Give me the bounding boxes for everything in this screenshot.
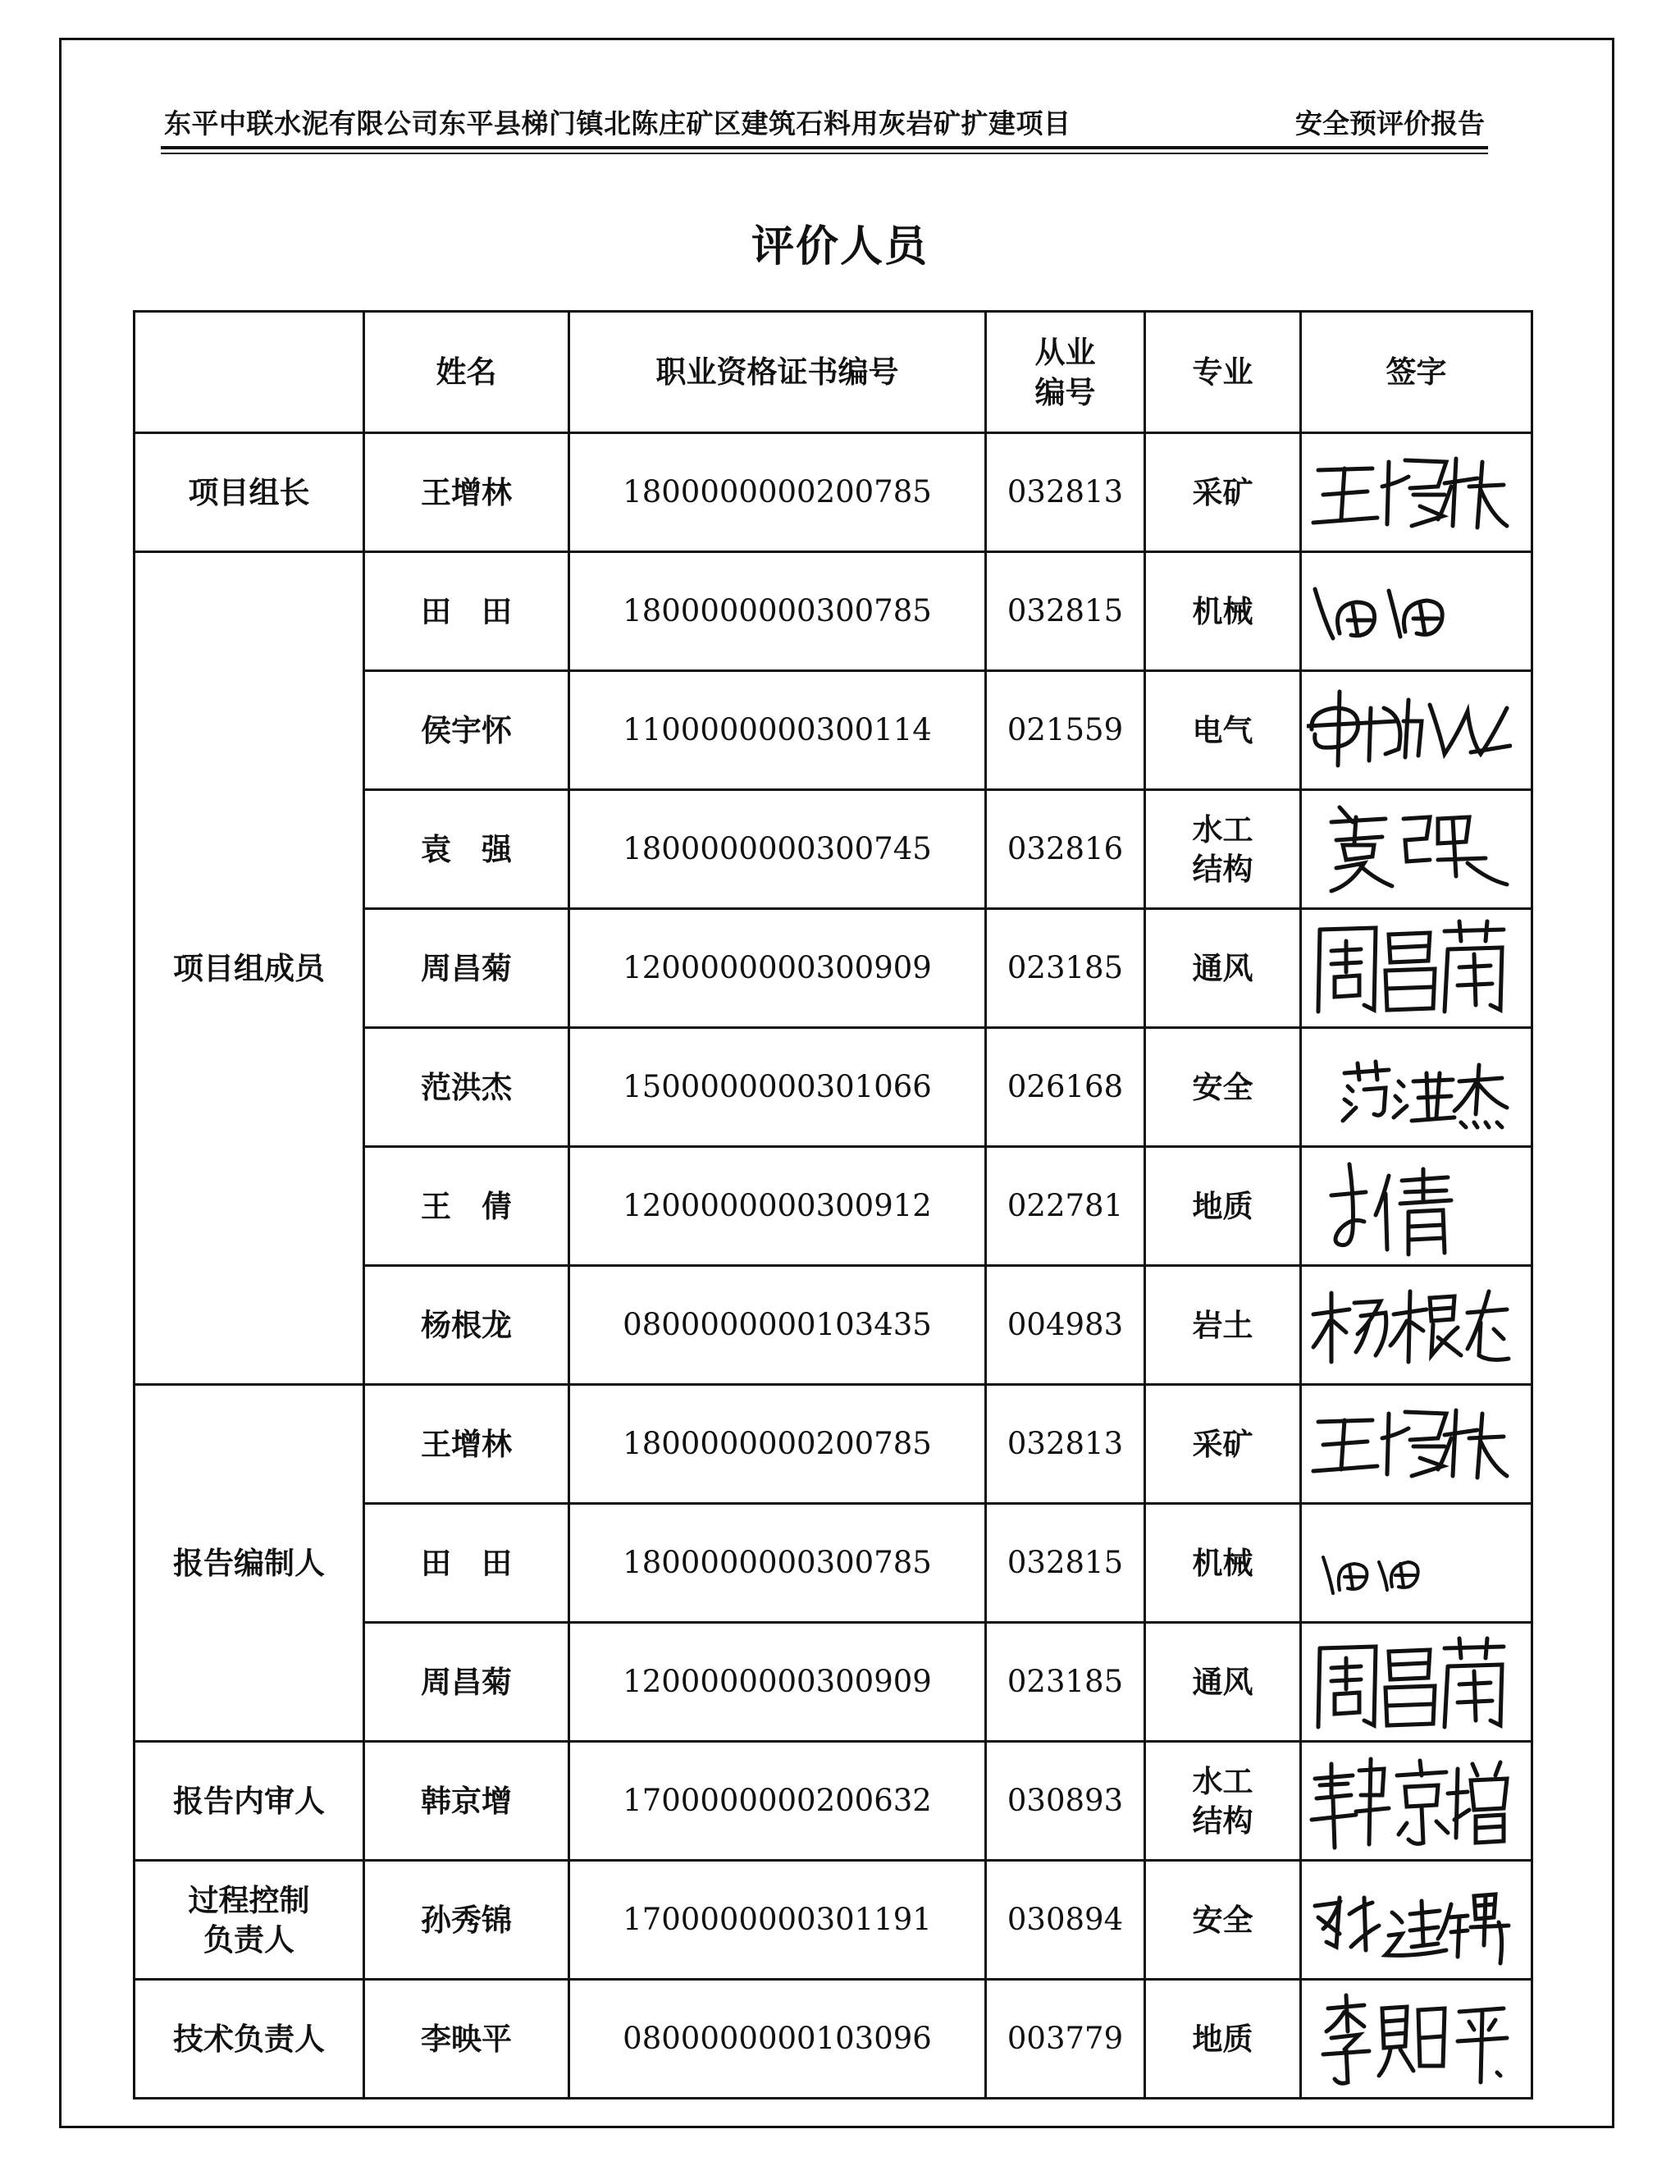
header-cell-name: 姓名 (364, 312, 569, 433)
signature-tian-tian-2 (1307, 1508, 1512, 1615)
signature-cell (1301, 1266, 1532, 1385)
signature-cell (1301, 671, 1532, 790)
practice-no-cell: 032815 (986, 552, 1145, 671)
practice-no-cell: 003779 (986, 1980, 1145, 2099)
header-report-type: 安全预评价报告 (1295, 107, 1485, 139)
signature-image (1302, 1386, 1531, 1502)
signature-image (1302, 1624, 1531, 1740)
signature-cell (1301, 1028, 1532, 1147)
signature-image (1302, 1148, 1531, 1264)
signature-image (1302, 1862, 1531, 1978)
name-cell: 田 田 (364, 1504, 569, 1623)
signature-cell (1301, 1504, 1532, 1623)
table-row (135, 1385, 1532, 1504)
signature-fan-hongjie (1307, 1032, 1512, 1139)
practice-no-cell: 023185 (986, 1623, 1145, 1742)
practice-no-cell: 022781 (986, 1147, 1145, 1266)
specialty-cell: 采矿 (1145, 1385, 1301, 1504)
signature-tian-tian (1307, 556, 1512, 663)
signature-wang-zenglin (1307, 437, 1512, 544)
signature-cell (1301, 1385, 1532, 1504)
certificate-cell: 1800000000200785 (569, 433, 986, 552)
signature-cell (1301, 909, 1532, 1028)
signature-yuan-qiang (1307, 794, 1512, 901)
signature-li-yingping (1307, 1984, 1512, 2090)
specialty-cell: 通风 (1145, 1623, 1301, 1742)
table-row (135, 433, 1532, 552)
specialty-cell: 安全 (1145, 1028, 1301, 1147)
table-header-row (135, 312, 1532, 433)
signature-zhou-changju-2 (1307, 1627, 1512, 1734)
specialty-cell (1145, 790, 1301, 909)
specialty-cell: 电气 (1145, 671, 1301, 790)
specialty-cell: 地质 (1145, 1147, 1301, 1266)
header-cell-blank (135, 312, 364, 433)
signature-image (1302, 1505, 1531, 1621)
practice-no-cell: 030893 (986, 1742, 1145, 1861)
signature-image (1302, 434, 1531, 551)
signature-yang-genlong (1307, 1270, 1512, 1377)
signature-image (1302, 910, 1531, 1026)
header-cell-certificate: 职业资格证书编号 (569, 312, 986, 433)
header-practice-line1: 从业 (1034, 334, 1096, 371)
specialty-cell: 机械 (1145, 552, 1301, 671)
practice-no-cell: 032815 (986, 1504, 1145, 1623)
specialty-cell: 通风 (1145, 909, 1301, 1028)
signature-cell (1301, 1980, 1532, 2099)
header-rule-thick (161, 146, 1488, 149)
practice-no-cell: 032813 (986, 1385, 1145, 1504)
signature-hou-yuhuai (1307, 675, 1512, 782)
signature-cell (1301, 1623, 1532, 1742)
certificate-cell: 1800000000200785 (569, 1385, 986, 1504)
certificate-cell: 1200000000300909 (569, 1623, 986, 1742)
certificate-cell: 1200000000300912 (569, 1147, 986, 1266)
group-process-line1: 过程控制 (188, 1881, 310, 1918)
name-cell: 王增林 (364, 1385, 569, 1504)
header-cell-practice-no (986, 312, 1145, 433)
signature-image (1302, 1029, 1531, 1145)
header-rule-thin (161, 153, 1488, 154)
specialty-cell: 安全 (1145, 1861, 1301, 1980)
specialty-line1: 水工 (1192, 811, 1253, 848)
certificate-cell: 1700000000200632 (569, 1742, 986, 1861)
practice-no-cell: 026168 (986, 1028, 1145, 1147)
header-cell-signature: 签字 (1301, 312, 1532, 433)
name-cell: 袁 强 (364, 790, 569, 909)
signature-wang-zenglin-2 (1307, 1389, 1512, 1496)
group-cell-members: 项目组成员 (135, 552, 364, 1385)
practice-no-cell: 030894 (986, 1861, 1145, 1980)
certificate-cell: 1800000000300785 (569, 1504, 986, 1623)
certificate-cell: 1200000000300909 (569, 909, 986, 1028)
signature-cell (1301, 552, 1532, 671)
header-practice-line2: 编号 (1034, 373, 1096, 410)
specialty-cell: 地质 (1145, 1980, 1301, 2099)
name-cell: 韩京增 (364, 1742, 569, 1861)
signature-zhou-changju (1307, 913, 1512, 1020)
signature-cell (1301, 790, 1532, 909)
staff-table (133, 310, 1533, 2099)
certificate-cell: 1800000000300785 (569, 552, 986, 671)
signature-image (1302, 553, 1531, 669)
signature-cell (1301, 1861, 1532, 1980)
group-cell-tech: 技术负责人 (135, 1980, 364, 2099)
name-cell: 孙秀锦 (364, 1861, 569, 1980)
signature-cell (1301, 1147, 1532, 1266)
specialty-line2: 结构 (1192, 1802, 1253, 1839)
signature-image (1302, 791, 1531, 907)
certificate-cell: 1700000000301191 (569, 1861, 986, 1980)
name-cell: 王 倩 (364, 1147, 569, 1266)
group-cell-leader: 项目组长 (135, 433, 364, 552)
specialty-cell: 岩土 (1145, 1266, 1301, 1385)
name-cell: 李映平 (364, 1980, 569, 2099)
certificate-cell: 1100000000300114 (569, 671, 986, 790)
practice-no-cell: 004983 (986, 1266, 1145, 1385)
signature-image (1302, 1267, 1531, 1383)
signature-image (1302, 1743, 1531, 1859)
header-project-title: 东平中联水泥有限公司东平县梯门镇北陈庄矿区建筑石料用灰岩矿扩建项目 (164, 107, 1071, 139)
page-title: 评价人员 (751, 222, 929, 272)
name-cell: 杨根龙 (364, 1266, 569, 1385)
practice-no-cell: 032816 (986, 790, 1145, 909)
table-row (135, 552, 1532, 671)
header-cell-specialty: 专业 (1145, 312, 1301, 433)
name-cell: 范洪杰 (364, 1028, 569, 1147)
signature-sun-xiujin (1307, 1865, 1512, 1972)
specialty-cell: 机械 (1145, 1504, 1301, 1623)
group-cell-reviewer: 报告内审人 (135, 1742, 364, 1861)
certificate-cell: 1500000000301066 (569, 1028, 986, 1147)
name-cell: 周昌菊 (364, 909, 569, 1028)
practice-no-cell: 023185 (986, 909, 1145, 1028)
signature-image (1302, 1981, 1531, 2097)
name-cell: 王增林 (364, 433, 569, 552)
signature-cell (1301, 433, 1532, 552)
certificate-cell: 0800000000103435 (569, 1266, 986, 1385)
group-process-line2: 负责人 (203, 1921, 294, 1958)
name-cell: 侯宇怀 (364, 671, 569, 790)
page-header (164, 105, 1485, 146)
practice-no-cell: 021559 (986, 671, 1145, 790)
group-cell-authors: 报告编制人 (135, 1385, 364, 1742)
certificate-cell: 1800000000300745 (569, 790, 986, 909)
table-row (135, 1861, 1532, 1980)
practice-no-cell: 032813 (986, 433, 1145, 552)
table-row (135, 1980, 1532, 2099)
name-cell: 周昌菊 (364, 1623, 569, 1742)
specialty-line2: 结构 (1192, 851, 1253, 887)
signature-wang-qian (1307, 1151, 1512, 1258)
certificate-cell: 0800000000103096 (569, 1980, 986, 2099)
group-cell-process (135, 1861, 364, 1980)
specialty-cell (1145, 1742, 1301, 1861)
signature-cell (1301, 1742, 1532, 1861)
specialty-line1: 水工 (1192, 1762, 1253, 1799)
signature-image (1302, 672, 1531, 788)
table-row (135, 1742, 1532, 1861)
specialty-cell: 采矿 (1145, 433, 1301, 552)
name-cell: 田 田 (364, 552, 569, 671)
signature-han-jingzeng (1307, 1746, 1512, 1853)
